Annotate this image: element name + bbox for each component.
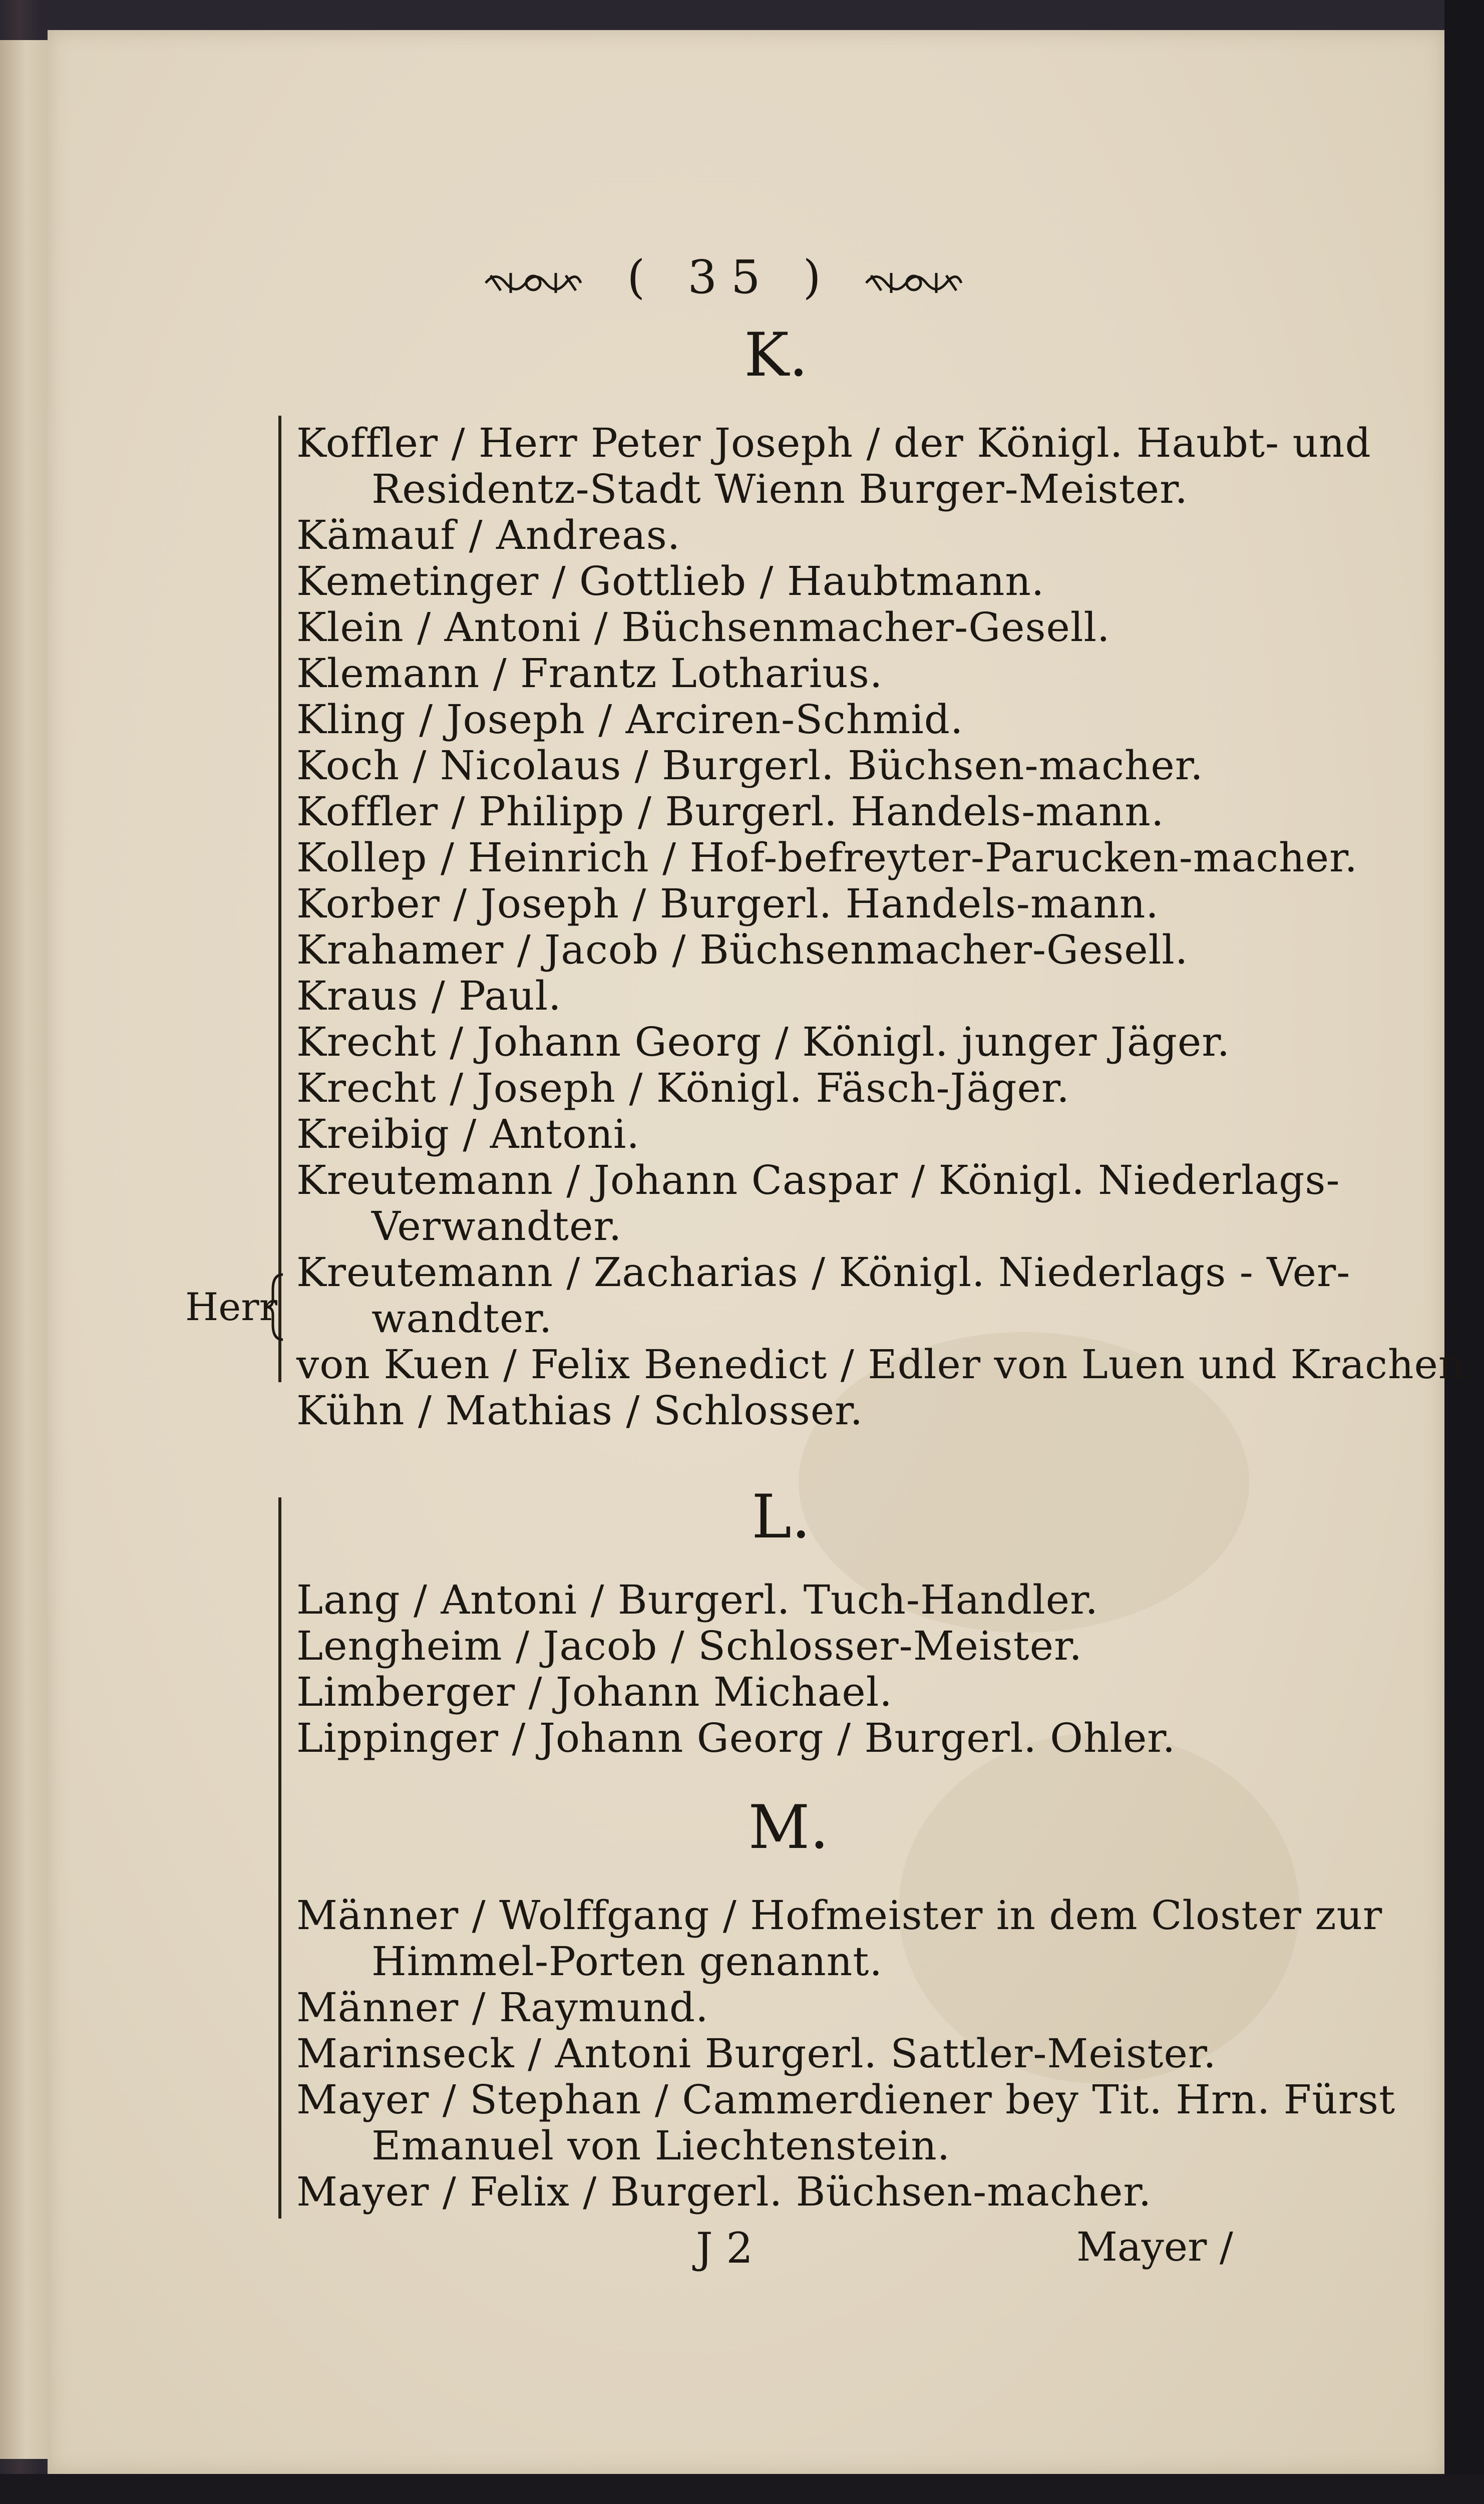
entry-line: Kemetinger / Gottlieb / Haubtmann. [296,558,1045,604]
entry-line-cont: Emanuel von Liechtenstein. [372,2122,951,2169]
bracket-line-k [278,416,281,1382]
entry-line: Mayer / Felix / Burgerl. Büchsen-macher. [296,2168,1152,2215]
page-left-edge [0,40,49,2459]
entry-line: Männer / Raymund. [296,1984,709,2031]
entry-line: Kraus / Paul. [296,973,562,1019]
entry-line: Klein / Antoni / Büchsenmacher-Gesell. [296,604,1110,651]
entry-line: Klemann / Frantz Lotharius. [296,650,883,697]
entry-line: Kreutemann / Zacharias / Königl. Niederlags - Ver- [296,1249,1351,1296]
section-letter-m: M. [748,1793,829,1862]
margin-herr-label: Herr [185,1285,277,1329]
catchword: Mayer / [1076,2224,1233,2270]
entry-line: Mayer / Stephan / Cammerdiener bey Tit. Hrn. Fürst [296,2076,1396,2123]
entry-line: Korber / Joseph / Burgerl. Handels-mann. [296,880,1159,927]
entry-line: Limberger / Johann Michael. [296,1669,893,1715]
entry-line: Kling / Joseph / Arciren-Schmid. [296,696,964,743]
entry-line: Männer / Wolffgang / Hofmeister in dem Closter zur [296,1892,1383,1939]
entry-line: Krahamer / Jacob / Büchsenmacher-Gesell. [296,926,1189,973]
entry-line: Kreutemann / Johann Caspar / Königl. Niederlags- [296,1157,1340,1203]
section-letter-l: L. [752,1482,811,1552]
entry-line: Krecht / Joseph / Königl. Fäsch-Jäger. [296,1065,1070,1111]
entry-line: Kühn / Mathias / Schlosser. [296,1387,864,1434]
entry-line: Lang / Antoni / Burgerl. Tuch-Handler. [296,1577,1098,1623]
signature-mark: J 2 [696,2224,753,2273]
entry-line-cont: Himmel-Porten genannt. [372,1938,883,1985]
brace-icon [265,1272,285,1342]
entry-line-cont: Residentz-Stadt Wienn Burger-Meister. [372,466,1188,512]
entry-line: Koffler / Philipp / Burgerl. Handels-mann. [296,788,1165,835]
right-ornament-icon [861,265,966,300]
entry-line: Krecht / Johann Georg / Königl. junger Jäger. [296,1019,1231,1065]
entry-line: Kollep / Heinrich / Hof-befreyter-Parucken-macher. [296,834,1358,881]
entry-line: Koffler / Herr Peter Joseph / der Königl. Haubt- und [296,420,1371,466]
section-letter-k: K. [744,321,808,390]
page-header [481,250,981,316]
entry-line: Marinseck / Antoni Burgerl. Sattler-Meister. [296,2030,1217,2077]
entry-line: Lippinger / Johann Georg / Burgerl. Ohler. [296,1715,1176,1761]
entry-line-cont: Verwandter. [372,1203,622,1249]
bracket-line-lm [278,1497,281,2219]
entry-line-cont: wandter. [372,1295,553,1342]
entry-line: Kreibig / Antoni. [296,1111,640,1157]
left-ornament-icon [481,265,586,300]
page-number: ( 35 ) [627,250,835,304]
entry-line: Kämauf / Andreas. [296,512,681,558]
page-right-edge [1444,0,1484,2504]
entry-line: von Kuen / Felix Benedict / Edler von Luen und Krachen. [296,1341,1478,1388]
entry-line: Koch / Nicolaus / Burgerl. Büchsen-macher. [296,742,1204,789]
entry-line: Lengheim / Jacob / Schlosser-Meister. [296,1623,1082,1669]
page-bottom-edge [0,2474,1484,2504]
